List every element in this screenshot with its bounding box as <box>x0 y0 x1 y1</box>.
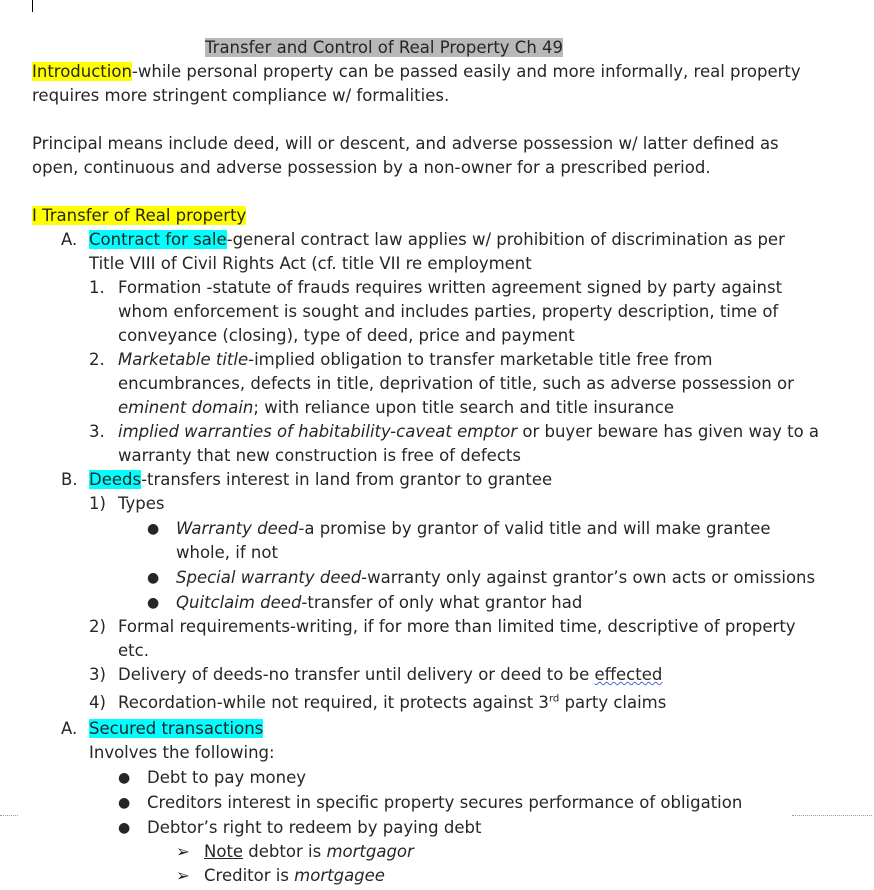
warranties-line-2: warranty that new construction is free of defects <box>118 446 521 465</box>
arrow-bullet-icon: ➢ <box>176 842 190 861</box>
secured-intro: Involves the following: <box>89 743 275 762</box>
bullet: ● <box>118 820 131 836</box>
arrow-bullet-icon: ➢ <box>176 866 190 885</box>
intro-paragraph: Introduction-while personal property can be passed easily and more informally, real property <box>32 62 801 81</box>
secured-transactions-item: Secured transactions <box>89 719 264 738</box>
list-marker: B. <box>61 470 78 489</box>
list-marker: 3) <box>89 665 106 684</box>
contract-for-sale-item: Contract for sale-general contract law applies w/ prohibition of discrimination as per <box>89 230 785 249</box>
intro-label: Introduction <box>32 62 132 81</box>
formation-line-3: conveyance (closing), type of deed, price and payment <box>118 326 575 345</box>
recordation-item: Recordation-while not required, it protects against 3rd party claims <box>118 693 667 712</box>
principal-line-2: open, continuous and adverse possession by a non-owner for a prescribed period. <box>32 158 711 177</box>
marketable-title-item: Marketable title-implied obligation to transfer marketable title free from <box>118 350 713 369</box>
secured-bullet-3: Debtor’s right to redeem by paying debt <box>147 818 482 837</box>
bullet: ● <box>147 570 160 586</box>
list-marker: 3. <box>89 422 105 441</box>
bullet: ● <box>147 521 160 537</box>
text-cursor <box>32 0 33 12</box>
types-item: Types <box>118 494 165 513</box>
warranty-deed-item: Warranty deed-a promise by grantor of valid title and will make grantee <box>176 519 771 538</box>
mortgagor-item: Note debtor is mortgagor <box>204 842 414 861</box>
marketable-line-2: encumbrances, defects in title, deprivation of title, such as adverse possession or <box>118 374 794 393</box>
contract-line-2: Title VIII of Civil Rights Act (cf. title VII re employment <box>89 254 532 273</box>
warranties-item: implied warranties of habitability-caveat emptor or buyer beware has given way to a <box>118 422 820 441</box>
page-break-marker <box>0 815 18 816</box>
deeds-item: Deeds-transfers interest in land from grantor to grantee <box>89 470 553 489</box>
intro-line-2: requires more stringent compliance w/ formalities. <box>32 86 450 105</box>
formation-item: Formation -statute of frauds requires written agreement signed by party against <box>118 278 783 297</box>
mortgagee-item: Creditor is mortgagee <box>204 866 385 885</box>
spellcheck-word[interactable]: effected <box>594 665 663 684</box>
special-warranty-deed-item: Special warranty deed-warranty only against grantor’s own acts or omissions <box>176 568 816 587</box>
list-marker: 1. <box>89 278 105 297</box>
quitclaim-deed-item: Quitclaim deed-transfer of only what grantor had <box>176 593 583 612</box>
page-break-marker <box>792 815 872 816</box>
document-title: Transfer and Control of Real Property Ch 49 <box>205 38 564 57</box>
delivery-item: Delivery of deeds-no transfer until delivery or deed to be effected <box>118 665 663 684</box>
bullet: ● <box>147 595 160 611</box>
bullet: ● <box>118 795 131 811</box>
formal-requirements-item: Formal requirements-writing, if for more than limited time, descriptive of property <box>118 617 796 636</box>
marketable-line-3: eminent domain; with reliance upon title search and title insurance <box>118 398 674 417</box>
list-marker: 1) <box>89 494 106 513</box>
formal-requirements-line-2: etc. <box>118 641 149 660</box>
bullet: ● <box>118 770 131 786</box>
list-marker: 2) <box>89 617 106 636</box>
secured-bullet-2: Creditors interest in specific property secures performance of obligation <box>147 793 743 812</box>
principal-paragraph: Principal means include deed, will or descent, and adverse possession w/ latter defined as <box>32 134 779 153</box>
list-marker: 2. <box>89 350 105 369</box>
list-marker: A. <box>61 230 78 249</box>
warranty-deed-line-2: whole, if not <box>176 543 278 562</box>
list-marker: 4) <box>89 693 106 712</box>
formation-line-2: whom enforcement is sought and includes parties, property description, time of <box>118 302 779 321</box>
section-heading: I Transfer of Real property <box>32 206 247 225</box>
secured-bullet-1: Debt to pay money <box>147 768 306 787</box>
list-marker: A. <box>61 719 78 738</box>
